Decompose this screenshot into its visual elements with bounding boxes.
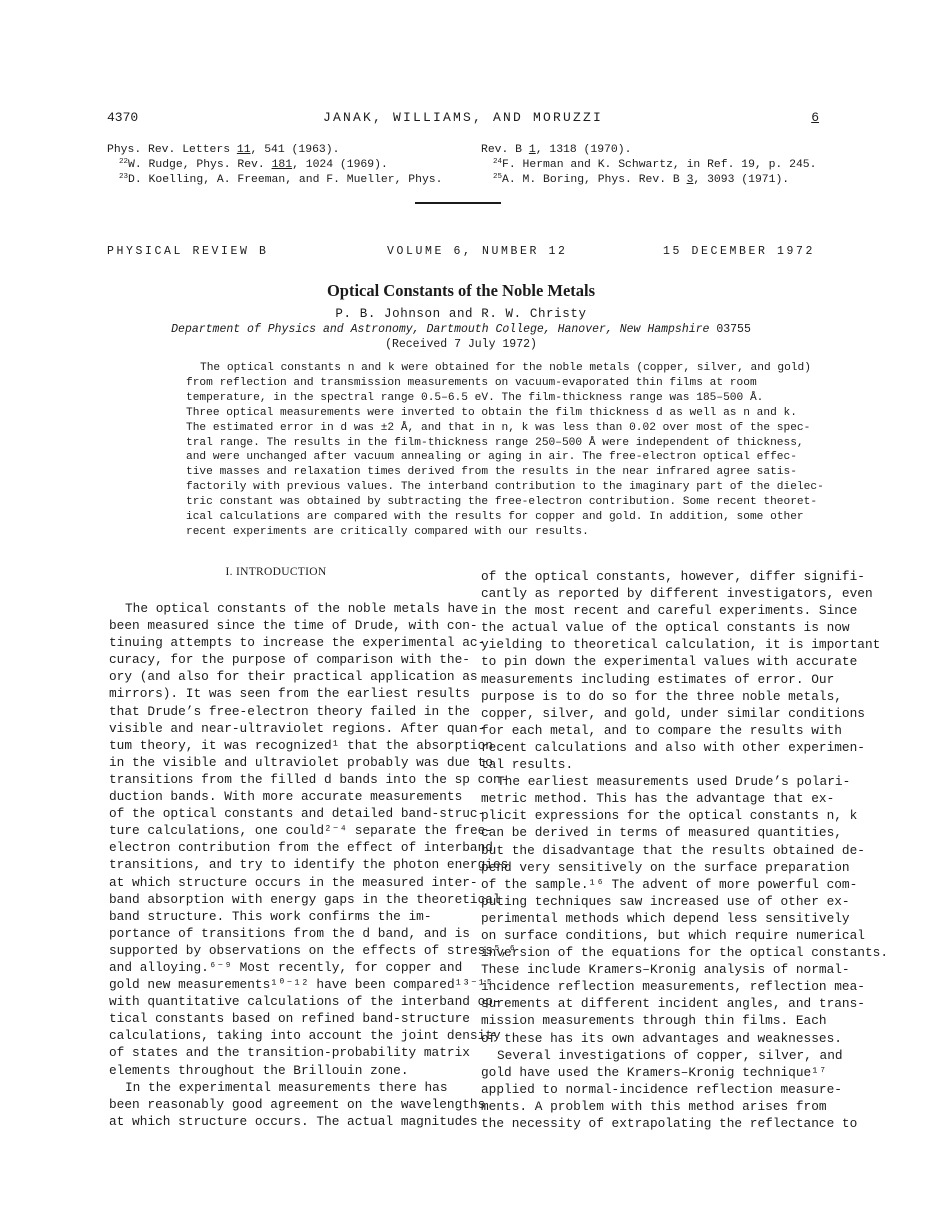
zip-code: 03755 — [716, 323, 751, 336]
reference-text: F. Herman and K. Schwartz, in Ref. 19, p. 245. — [502, 159, 817, 171]
paragraph-line: calculations, taking into account the joint density — [109, 1028, 501, 1044]
journal-name: PHYSICAL REVIEW B — [107, 245, 269, 258]
reference-text: Phys. Rev. Letters — [107, 144, 237, 156]
paragraph-line: puting techniques saw increased use of other ex- — [481, 893, 850, 909]
abstract-line: tric constant was obtained by subtracting the free-electron contribution. Some recent theoret- — [186, 496, 818, 509]
paragraph-line: ments. A problem with this method arises from — [481, 1098, 827, 1114]
paragraph-line: on surface conditions, but which require numerical — [481, 927, 865, 943]
journal-volume: VOLUME 6, NUMBER 12 — [387, 245, 568, 258]
reference-text: , 3093 (1971). — [693, 174, 790, 186]
reference-text: A. M. Boring, Phys. Rev. B — [502, 174, 687, 186]
reference-item — [481, 173, 841, 188]
abstract-line: recent experiments are critically compared with our results. — [186, 525, 589, 538]
paragraph-line: for each metal, and to compare the results with — [481, 722, 842, 738]
reference-list-right — [481, 143, 841, 188]
paragraph-line: of these has its own advantages and weaknesses. — [481, 1030, 842, 1046]
paragraph-line: in the most recent and careful experiments. Since — [481, 603, 858, 619]
journal-date: 15 DECEMBER 1972 — [662, 245, 815, 258]
abstract-line: tral range. The results in the film-thickness range 250–500 Å were independent of thickness, — [186, 436, 804, 449]
paragraph-line: tinuing attempts to increase the experimental ac- — [109, 635, 486, 651]
reference-item — [107, 158, 467, 173]
paragraph-line: the actual value of the optical constants is now — [481, 620, 850, 636]
paragraph-line: copper, silver, and gold, under similar conditions — [481, 705, 865, 721]
page-number: 4370 — [107, 110, 139, 125]
paragraph-line: the necessity of extrapolating the reflectance to — [481, 1116, 858, 1131]
reference-text: , 541 (1963). — [250, 144, 340, 156]
paragraph-line: of the sample.¹⁶ The advent of more powerful com- — [481, 876, 858, 892]
paragraph-line: inversion of the equations for the optical constants. — [481, 945, 889, 961]
paragraph-line: The optical constants of the noble metals have — [125, 601, 479, 616]
paragraph-line: applied to normal-incidence reflection measure- — [481, 1081, 842, 1097]
paragraph-line: In the experimental measurements there has — [125, 1079, 448, 1095]
paragraph-line: in the visible and ultraviolet probably was due to — [109, 754, 493, 770]
paragraph-line: portance of transitions from the d band, and is — [109, 925, 470, 941]
abstract-line: tive masses and relaxation times derived from the results in the near infrared agree satis- — [186, 466, 797, 479]
paragraph-line: ory (and also for their practical application as — [109, 669, 478, 685]
reference-item — [481, 143, 841, 158]
reference-list-left — [107, 143, 467, 188]
paragraph-line: These include Kramers–Kronig analysis of normal- — [481, 962, 850, 978]
reference-item — [107, 173, 467, 188]
paragraph-line: elements throughout the Brillouin zone. — [109, 1062, 409, 1078]
paragraph-line: that Drude’s free-electron theory failed in the — [109, 703, 470, 719]
paragraph-line: to pin down the experimental values with accurate — [481, 654, 858, 670]
paragraph-line: duction bands. With more accurate measurements — [109, 789, 463, 805]
paragraph-line: transitions, and try to identify the photon energies — [109, 857, 509, 873]
abstract-line: from reflection and transmission measurements on vacuum-evaporated thin films at room — [186, 376, 757, 389]
reference-text: , 1024 (1969). — [292, 159, 388, 171]
article-separator — [415, 202, 501, 204]
reference-number: 24 — [493, 158, 503, 166]
abstract-line: ical calculations are compared with the results for copper and gold. In addition, some other — [186, 511, 804, 524]
paragraph-line: measurements including estimates of error. Our — [481, 671, 835, 687]
abstract-line: and were unchanged after vacuum annealing or aging in air. The free-electron optical effec- — [186, 451, 797, 464]
reference-volume: 181 — [271, 159, 293, 171]
paragraph-line: ture calculations, one could²⁻⁴ separate the free- — [109, 823, 493, 839]
paragraph-line: pend very sensitively on the surface preparation — [481, 859, 850, 875]
paragraph-line: of the optical constants and detailed band-struc- — [109, 806, 486, 822]
abstract — [186, 361, 824, 540]
reference-volume: 3 — [686, 174, 694, 186]
paragraph-line: cantly as reported by different investigators, even — [481, 586, 873, 602]
paragraph-line: tum theory, it was recognized¹ that the absorption — [109, 737, 493, 753]
paragraph-line: can be derived in terms of measured quantities, — [481, 825, 842, 841]
paragraph-line: tal results. — [481, 757, 574, 773]
reference-text: , 1318 (1970). — [535, 144, 632, 156]
reference-number: 22 — [119, 158, 129, 166]
paragraph-line: metric method. This has the advantage that ex- — [481, 791, 835, 807]
authors: P. B. Johnson and R. W. Christy — [335, 307, 587, 321]
paragraph-line: incidence reflection measurements, reflection mea- — [481, 979, 865, 995]
paragraph-line: but the disadvantage that the results obtained de- — [481, 842, 865, 858]
paragraph-line: recent calculations and also with other experimen- — [481, 739, 865, 755]
paragraph-line: curacy, for the purpose of comparison with the- — [109, 652, 470, 668]
paragraph-line: plicit expressions for the optical constants n, k — [481, 808, 858, 824]
abstract-line: The estimated error in d was ±2 Å, and that in n, k was less than 0.02 over most of the spec- — [186, 421, 811, 434]
body-column-left — [109, 600, 517, 1130]
paragraph-line: tical constants based on refined band-structure — [109, 1011, 470, 1027]
paragraph-line: been reasonably good agreement on the wavelengths — [109, 1096, 486, 1112]
paragraph-line: been measured since the time of Drude, with con- — [109, 618, 478, 634]
paragraph-line: gold new measurements¹⁰⁻¹² have been compared¹³⁻¹⁵ — [109, 977, 494, 993]
reference-number: 25 — [493, 173, 503, 181]
paragraph-line: perimental methods which depend less sensitively — [481, 910, 850, 926]
paragraph-line: of states and the transition-probability matrix — [109, 1045, 470, 1061]
abstract-line: factorily with previous values. The interband contribution to the imaginary part of the dielec- — [186, 481, 824, 494]
paragraph-line: at which structure occurs in the measured inter- — [109, 874, 478, 890]
paragraph-line: and alloying.⁶⁻⁹ Most recently, for copper and — [109, 959, 463, 975]
paragraph-line: mirrors). It was seen from the earliest results — [109, 686, 470, 702]
paragraph-line: at which structure occurs. The actual magnitudes — [109, 1113, 478, 1129]
paragraph-line: yielding to theoretical calculation, it is important — [481, 637, 881, 653]
paragraph-line: Several investigations of copper, silver, and — [497, 1047, 843, 1063]
reference-text: Rev. B — [481, 144, 529, 156]
reference-volume: 11 — [236, 144, 251, 156]
received-date: (Received 7 July 1972) — [385, 338, 537, 351]
reference-number: 23 — [119, 173, 129, 181]
abstract-line: temperature, in the spectral range 0.5–6.5 eV. The film-thickness range was 185–500 Å. — [186, 391, 764, 404]
paragraph-line: surements at different incident angles, and trans- — [481, 996, 865, 1012]
paragraph-line: with quantitative calculations of the interband op- — [109, 994, 501, 1010]
reference-item — [107, 143, 467, 158]
section-heading: I. INTRODUCTION — [225, 566, 327, 578]
reference-item — [481, 158, 841, 173]
affiliation — [0, 323, 922, 336]
reference-text: D. Koelling, A. Freeman, and F. Mueller, Phys. — [128, 174, 443, 186]
paragraph-line: visible and near-ultraviolet regions. After quan- — [109, 720, 486, 736]
paragraph-line: electron contribution from the effect of interband — [109, 840, 493, 856]
article-title: Optical Constants of the Noble Metals — [326, 281, 596, 300]
paragraph-line: gold have used the Kramers–Kronig technique¹⁷ — [481, 1064, 827, 1080]
abstract-line: Three optical measurements were inverted to obtain the film thickness d as well as n and k. — [186, 406, 797, 419]
abstract-line: The optical constants n and k were obtained for the noble metals (copper, silver, and gold) — [200, 362, 811, 374]
paragraph-line: purpose is to do so for the three noble metals, — [481, 688, 842, 704]
body-column-right — [481, 568, 889, 1132]
paragraph-line: transitions from the filled d bands into the sp con- — [109, 771, 509, 787]
paragraph-line: of the optical constants, however, differ signifi- — [481, 569, 865, 584]
running-head: JANAK, WILLIAMS, AND MORUZZI — [322, 110, 604, 125]
volume-number: 6 — [811, 110, 819, 125]
journal-header — [107, 245, 815, 263]
paragraph-line: supported by observations on the effects of stress⁵,⁶ — [109, 942, 517, 958]
paragraph-line: band absorption with energy gaps in the theoretical — [109, 891, 501, 907]
reference-volume: 1 — [528, 144, 536, 156]
paragraph-line: band structure. This work confirms the im- — [109, 908, 432, 924]
reference-text: W. Rudge, Phys. Rev. — [128, 159, 272, 171]
affiliation-text: Department of Physics and Astronomy, Dartmouth College, Hanover, New Hampshire — [171, 323, 710, 336]
paragraph-line: The earliest measurements used Drude’s polari- — [497, 774, 851, 790]
previous-article-header — [107, 110, 819, 130]
paragraph-line: mission measurements through thin films. Each — [481, 1013, 827, 1029]
